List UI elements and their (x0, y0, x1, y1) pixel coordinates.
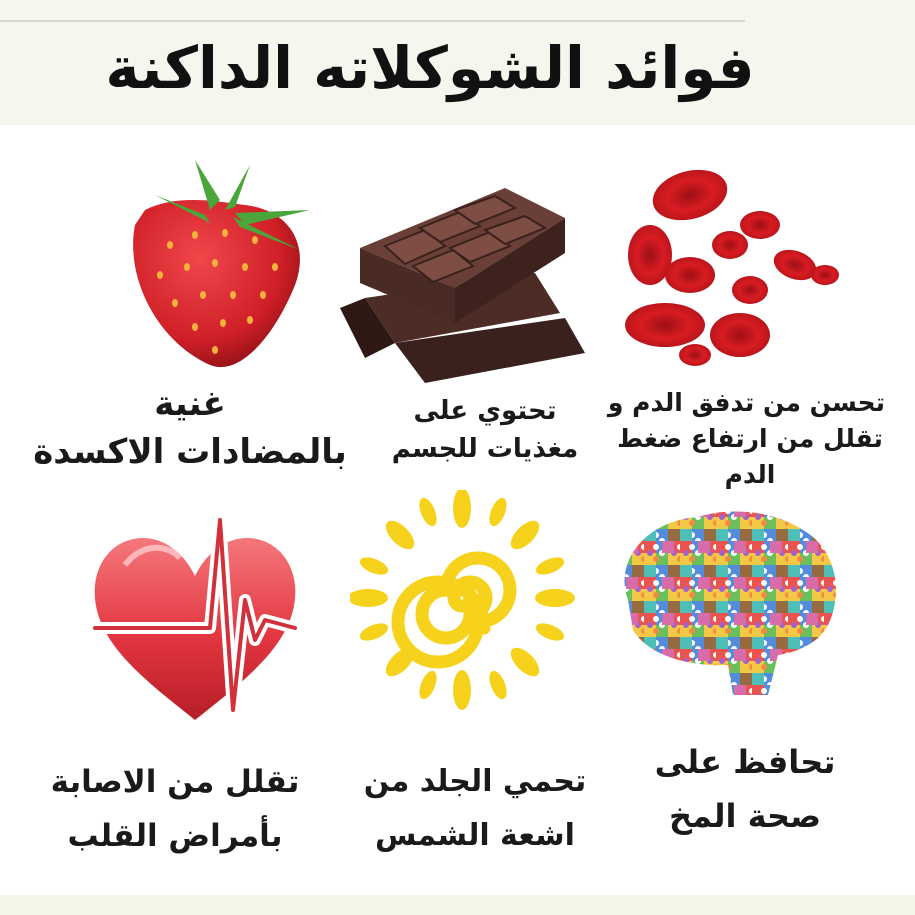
caption-line: تحافظ على (654, 743, 836, 781)
caption-line: غنية (154, 384, 226, 424)
page-title: فوائد الشوكلاته الداكنة (105, 34, 755, 102)
strawberry-cell (115, 155, 330, 380)
sun-icon (350, 490, 575, 710)
caption-line: تحسن من تدفق الدم و (607, 388, 885, 417)
caption-line: صحة المخ (668, 797, 822, 835)
strawberry-icon (115, 155, 330, 380)
heart-pulse-icon (85, 510, 305, 725)
chocolate-cell (335, 178, 590, 393)
caption-antioxidants (30, 380, 350, 476)
title-divider (0, 20, 745, 22)
caption-heart (30, 755, 320, 863)
bottom-band (0, 895, 915, 915)
caption-brain (630, 735, 860, 843)
caption-line: بالمضادات الاكسدة (33, 432, 347, 472)
caption-line: اشعة الشمس (375, 818, 575, 853)
brain-cell (608, 505, 848, 700)
heart-cell (85, 510, 305, 725)
caption-line: تحمي الجلد من (363, 764, 587, 799)
caption-line: تحتوي على (413, 396, 557, 426)
caption-blood-flow (607, 385, 885, 493)
caption-line: الدم (724, 460, 776, 489)
caption-skin (340, 755, 610, 863)
caption-nutrients (355, 392, 615, 468)
caption-line: مغذيات للجسم (391, 434, 579, 464)
sun-cell (350, 490, 575, 710)
puzzle-brain-icon (608, 505, 848, 700)
caption-line: تقلل من الاصابة (50, 764, 300, 800)
caption-line: بأمراض القلب (67, 818, 283, 854)
blood-cell (620, 165, 845, 380)
caption-line: تقلل من ارتفاع ضغط (617, 424, 883, 453)
blood-cells-icon (620, 165, 845, 380)
chocolate-bars-icon (335, 178, 590, 393)
